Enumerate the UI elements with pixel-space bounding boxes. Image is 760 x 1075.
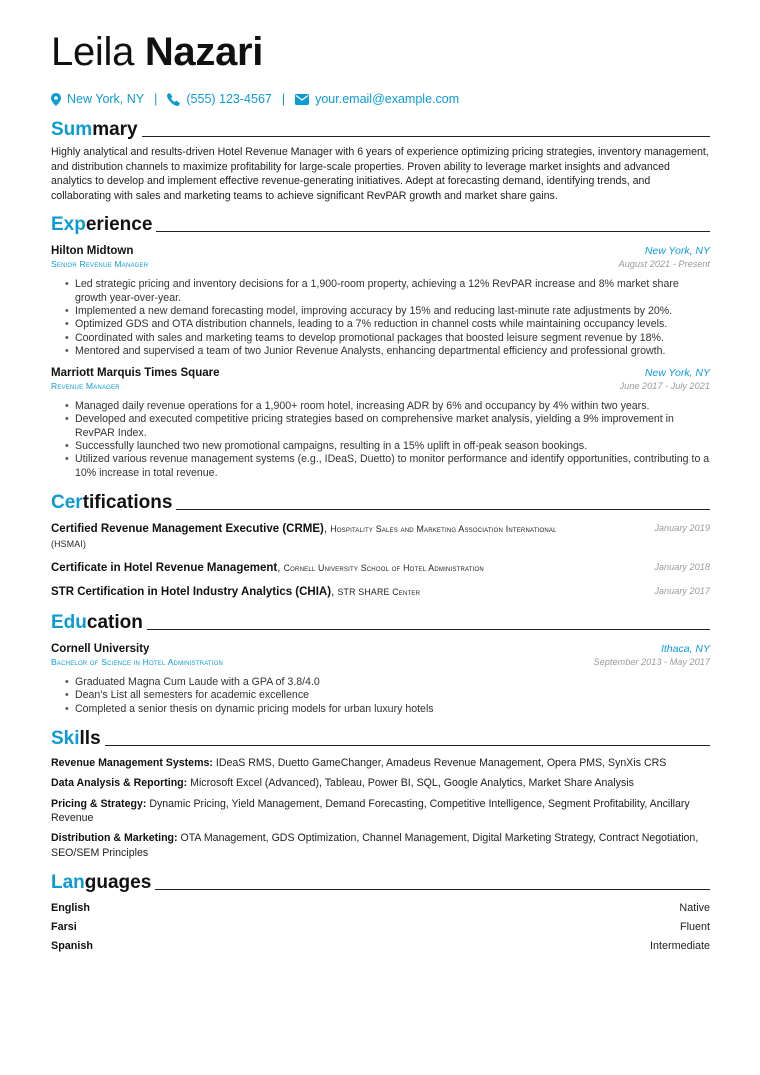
certification-entry: STR Certification in Hotel Industry Analytics (CHIA), STR SHARE Center January 2017 (51, 585, 710, 598)
heading-accent: Cer (51, 491, 83, 513)
skill-value: IDeaS RMS, Duetto GameChanger, Amadeus Revenue Management, Opera PMS, SynXis CRS (215, 756, 667, 769)
heading-rest: cation (86, 611, 143, 633)
company-name: Marriott Marquis Times Square (51, 367, 220, 380)
skill-value: Dynamic Pricing, Yield Management, Demand Forecasting, Competitive Intelligence, Segment Profitability, Ancillary Revenue (51, 797, 690, 825)
certification-name: STR Certification in Hotel Industry Analytics (CHIA) (51, 585, 332, 598)
job-title: Senior Revenue Manager (51, 259, 149, 270)
language-level: Intermediate (649, 940, 710, 953)
email-text: your.email@example.com (315, 92, 460, 106)
bullet-item: • Dean's List all semesters for academic excellence (65, 689, 710, 702)
job-bullets (51, 400, 710, 480)
contact-location (51, 92, 144, 106)
language-row (51, 902, 710, 914)
skill-label: Distribution & Marketing: (51, 832, 178, 845)
map-pin-icon (51, 93, 61, 106)
experience-heading (51, 212, 710, 236)
section-rule (156, 231, 710, 232)
contact-phone[interactable] (167, 92, 271, 106)
bullet-item: • Implemented a new demand forecasting model, improving accuracy by 15% and reducing last-minute rate adjustments by 20%. (65, 305, 710, 318)
job-location: New York, NY (644, 367, 710, 380)
skill-label: Revenue Management Systems: (51, 756, 213, 769)
contact-separator: | (154, 92, 158, 106)
skill-label: Data Analysis & Reporting: (51, 777, 188, 790)
job-location: New York, NY (644, 245, 710, 258)
phone-text: (555) 123-4567 (186, 92, 272, 106)
language-row (51, 921, 710, 933)
bullet-item: • Coordinated with sales and marketing teams to develop promotional packages that boosted leisure segment revenue by 18%. (65, 332, 710, 345)
contact-bar (51, 91, 710, 107)
degree: Bachelor of Science in Hotel Administration (51, 656, 224, 667)
bullet-item: • Optimized GDS and OTA distribution channels, leading to a 7% reduction in channel costs while maintaining occupancy levels. (65, 318, 710, 331)
skill-row (51, 756, 710, 770)
location-text: New York, NY (67, 92, 145, 106)
certification-name: Certified Revenue Management Executive (CRME) (51, 522, 324, 535)
skill-value: Microsoft Excel (Advanced), Tableau, Power BI, SQL, Google Analytics, Market Share Analysis (190, 777, 634, 790)
bullet-item: • Completed a senior thesis on dynamic pricing models for urban luxury hotels (65, 703, 710, 716)
experience-entry (51, 367, 710, 480)
heading-accent: Edu (51, 611, 87, 633)
education-dates: September 2013 - May 2017 (593, 656, 710, 667)
heading-rest: lls (79, 727, 101, 749)
bullet-item: • Successfully launched two new promotional campaigns, resulting in a 15% uplift in off-peak season bookings. (65, 440, 710, 453)
contact-separator: | (281, 92, 286, 106)
education-entry (51, 643, 710, 716)
job-bullets (51, 278, 710, 358)
phone-icon (167, 93, 180, 106)
section-rule (147, 629, 710, 630)
skill-row (51, 776, 710, 790)
certification-entry: Certified Revenue Management Executive (CRME), Hospitality Sales and Marketing Association International (HSMAI) January 2019 (51, 522, 710, 549)
school-name: Cornell University (51, 642, 150, 655)
languages-heading (51, 870, 710, 894)
first-name: Leila (51, 30, 135, 74)
certification-date: January 2019 (654, 522, 710, 533)
certification-name: Certificate in Hotel Revenue Management (51, 561, 278, 574)
bullet-item: • Utilized various revenue management systems (e.g., IDeaS, Duetto) to monitor performance and identify opportunities, contributing to a 10% increase in total revenue. (65, 453, 710, 480)
bullet-item: • Graduated Magna Cum Laude with a GPA of 3.8/4.0 (65, 676, 710, 689)
summary-heading (51, 117, 710, 141)
last-name: Nazari (144, 30, 264, 74)
bullet-item: • Managed daily revenue operations for a 1,900+ room hotel, increasing ADR by 6% and occupancy by 4% within two years. (65, 400, 710, 413)
certifications-heading (51, 490, 710, 514)
job-dates: June 2017 - July 2021 (619, 381, 710, 392)
heading-accent: Lan (51, 872, 85, 894)
bullet-item: • Mentored and supervised a team of two Junior Revenue Analysts, enhancing departmental efficiency and professional growth. (65, 345, 710, 358)
skill-label: Pricing & Strategy: (51, 797, 147, 810)
heading-rest: erience (85, 214, 153, 236)
certification-entry: Certificate in Hotel Revenue Management, Cornell University School of Hotel Administration January 2018 (51, 561, 710, 574)
language-row (51, 940, 710, 952)
certification-date: January 2018 (654, 561, 710, 572)
envelope-icon (295, 94, 309, 105)
company-name: Hilton Midtown (51, 245, 134, 258)
heading-rest: tifications (82, 491, 173, 513)
education-bullets (51, 676, 710, 716)
summary-text: Highly analytical and results-driven Hotel Revenue Manager with 6 years of experience optimizing pricing strategies, inventory management, and distribution channels to maximize profitability for large-scale properties. Proven ability to leverage market insights and advanced analytics to develop and implement effective revenue-generating initiatives. Adept at forecasting demand, identifying trends, and collaborating with sales and marketing teams to achieve significant RevPAR growth and market share gains. (51, 146, 709, 202)
certification-org: Hospitality Sales and Marketing Association International (HSMAI) (51, 523, 557, 549)
certification-org: STR SHARE Center (337, 586, 421, 597)
heading-rest: guages (84, 872, 152, 894)
skill-row (51, 797, 710, 826)
heading-rest: mary (92, 119, 138, 140)
section-rule (155, 889, 710, 890)
school-location: Ithaca, NY (660, 642, 710, 655)
heading-accent: Ski (51, 727, 80, 749)
certification-date: January 2017 (654, 585, 710, 596)
language-level: Native (679, 902, 710, 915)
section-rule (142, 136, 710, 137)
heading-accent: Exp (51, 214, 86, 236)
job-title: Revenue Manager (51, 381, 120, 392)
language-name: Spanish (51, 940, 93, 953)
certification-org: Cornell University School of Hotel Administration (283, 562, 484, 573)
section-rule (176, 509, 710, 510)
language-level: Fluent (679, 921, 710, 934)
language-name: English (51, 902, 90, 915)
skills-heading (51, 726, 710, 750)
bullet-item: • Developed and executed competitive pricing strategies based on comprehensive market analysis, yielding a 9% improvement in RevPAR Index. (65, 413, 710, 440)
skill-value: OTA Management, GDS Optimization, Channel Management, Digital Marketing Strategy, Contract Negotiation, SEO/SEM Principles (51, 832, 699, 859)
heading-accent: Sum (51, 119, 93, 140)
candidate-name (51, 30, 710, 74)
experience-entry (51, 245, 710, 358)
bullet-item: • Led strategic pricing and inventory decisions for a 1,900-room property, achieving a 12% RevPAR increase and 8% market share growth year-over-year. (65, 278, 710, 305)
language-name: Farsi (51, 921, 77, 934)
education-heading (51, 610, 710, 634)
skill-row (51, 831, 710, 860)
section-rule (105, 745, 710, 746)
job-dates: August 2021 - Present (618, 259, 710, 270)
contact-email[interactable] (295, 92, 459, 106)
